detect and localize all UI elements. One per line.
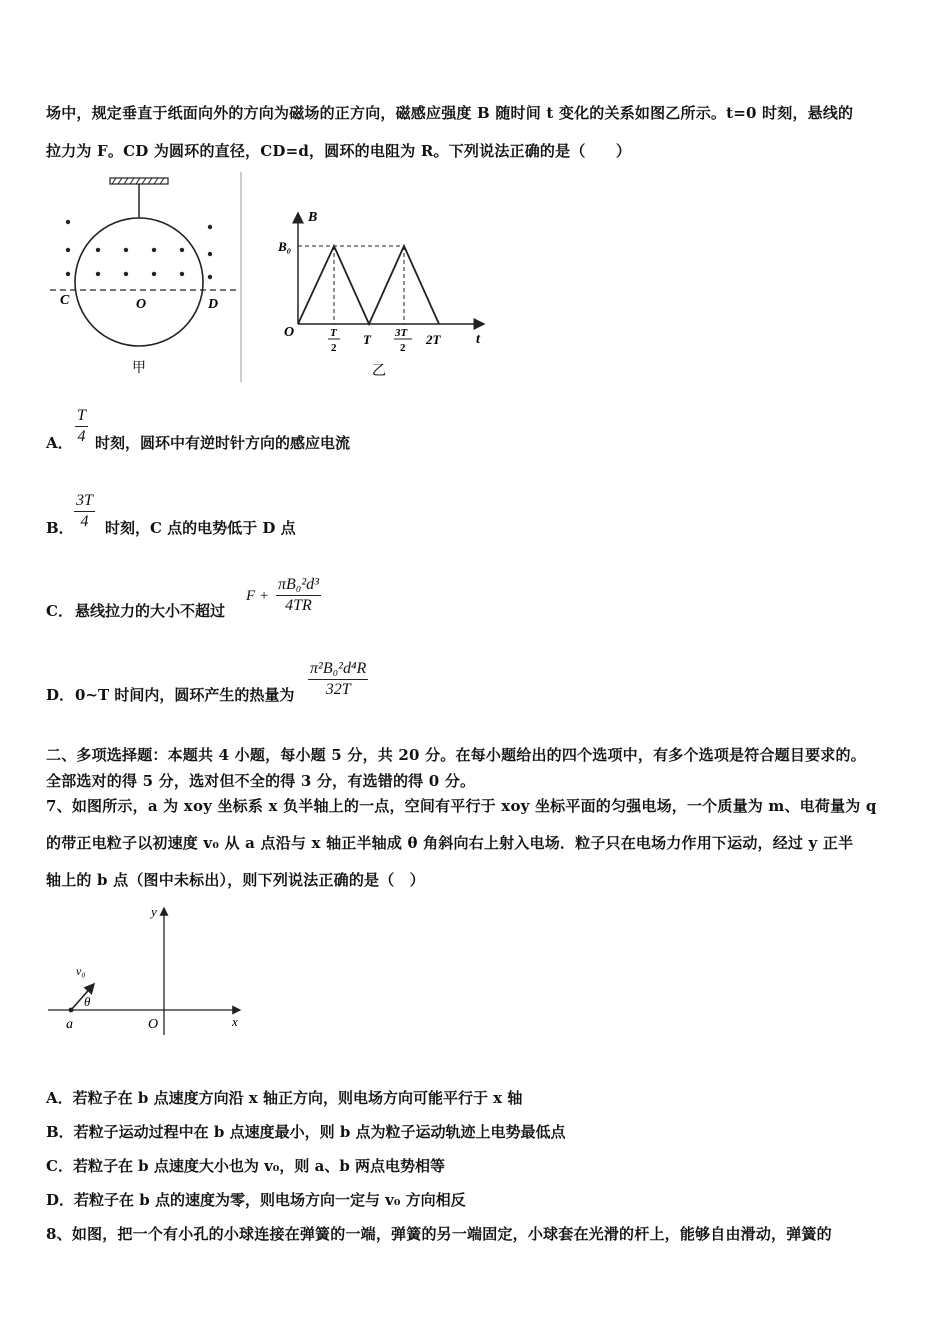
tick-3T2-den: 2: [400, 342, 406, 354]
label-C: C: [60, 293, 70, 308]
q7-option-c: C．若粒子在 b 点速度大小也为 v₀，则 a、b 两点电势相等: [46, 1157, 446, 1175]
figure-jia: [44, 172, 244, 382]
ceiling-support: [110, 178, 168, 184]
tick-T2-num: T: [330, 327, 337, 339]
axis-label-t: t: [476, 332, 480, 347]
q6-option-b-fraction: [74, 492, 95, 531]
q7-option-d: D．若粒子在 b 点的速度为零，则电场方向一定与 v₀ 方向相反: [46, 1191, 466, 1209]
q6-option-d-text: 0~T 时间内，圆环产生的热量为: [75, 686, 295, 704]
frac-denominator: 32T: [325, 681, 351, 698]
label-y: y: [151, 904, 157, 919]
q6-option-b-text: 时刻，C 点的电势低于 D 点: [105, 519, 296, 537]
label-O: O: [148, 1017, 159, 1032]
tick-2T: 2T: [426, 332, 441, 347]
q7-option-a: A．若粒子在 b 点速度方向沿 x 轴正方向，则电场方向可能平行于 x 轴: [46, 1089, 523, 1107]
q6-option-d-fraction: [308, 660, 368, 699]
section2-heading-line-1: 二、多项选择题：本题共 4 小题，每小题 5 分，共 20 分。在每小题给出的四个选项中，有多个选项是符合题目要求的。: [46, 746, 866, 764]
metal-ring: [75, 218, 203, 346]
tick-T2-den: 2: [331, 342, 337, 354]
q7-stem-line-3: 轴上的 b 点（图中未标出），则下列说法正确的是（ ）: [46, 871, 425, 889]
frac-numerator: πB₀²d³: [278, 576, 319, 593]
q7-figure: [44, 900, 254, 1040]
frac-bar: [75, 426, 88, 427]
frac-denominator: 4: [80, 513, 89, 530]
q6-stem-line-1: 场中，规定垂直于纸面向外的方向为磁场的正方向，磁感应强度 B 随时间 t 变化的关系如图乙所示。t=0 时刻，悬线的: [46, 104, 854, 122]
point-a: [69, 1008, 74, 1013]
frac-bar: [276, 595, 321, 596]
label-a: a: [66, 1017, 73, 1032]
frac-numerator: π²B₀²d⁴R: [310, 660, 367, 677]
frac-numerator: 3T: [76, 492, 93, 509]
q6-option-c-text: 悬线拉力的大小不超过: [75, 602, 226, 620]
q6-stem-line-2: 拉力为 F。CD 为圆环的直径，CD=d，圆环的电阻为 R。下列说法正确的是（ ）: [46, 142, 632, 160]
frac-numerator: T: [77, 407, 86, 424]
velocity-vector: [71, 984, 94, 1010]
q6-option-b-label: B．: [46, 519, 74, 537]
section2-heading-line-2: 全部选对的得 5 分，选对但不全的得 3 分，有选错的得 0 分。: [46, 772, 476, 790]
label-x: x: [232, 1014, 238, 1029]
q8-stem-line-1: 8、如图，把一个有小孔的小球连接在弹簧的一端，弹簧的另一端固定，小球套在光滑的杆上，能够自由滑动，弹簧的: [46, 1225, 832, 1243]
q6-option-c-formula-prefix: F +: [246, 588, 270, 604]
label-B0: B₀: [278, 239, 292, 254]
axis-label-B: B: [308, 210, 318, 225]
label-theta: θ: [84, 994, 91, 1009]
q6-option-c-label: C．: [46, 602, 73, 620]
q7-stem-line-1: 7、如图所示，a 为 xoy 坐标系 x 负半轴上的一点，空间有平行于 xoy 坐标平面的匀强电场，一个质量为 m、电荷量为 q: [46, 797, 877, 815]
label-D: D: [208, 297, 219, 312]
q6-option-a-fraction: [75, 407, 88, 446]
frac-denominator: 4: [77, 428, 86, 445]
figure-yi: [278, 205, 498, 383]
caption-jia: 甲: [132, 361, 146, 376]
frac-denominator: 4TR: [285, 597, 312, 614]
frac-bar: [74, 511, 95, 512]
tick-3T2-num: 3T: [395, 327, 408, 339]
tick-T: T: [363, 332, 371, 347]
q6-option-a-label: A．: [46, 434, 73, 452]
magnetic-field-dots: [66, 220, 212, 279]
frac-bar: [308, 679, 368, 680]
label-v0: v₀: [76, 964, 86, 978]
q6-option-a-text: 时刻，圆环中有逆时针方向的感应电流: [95, 434, 351, 452]
q6-option-c-fraction: [276, 576, 321, 615]
q6-option-d-label: D．: [46, 686, 75, 704]
caption-yi: 乙: [372, 364, 386, 379]
q7-stem-line-2: 的带正电粒子以初速度 v₀ 从 a 点沿与 x 轴正半轴成 θ 角斜向右上射入电场．粒子只在电场力作用下运动，经过 y 正半: [46, 834, 854, 852]
origin-label: O: [284, 325, 295, 340]
q7-option-b: B．若粒子运动过程中在 b 点速度最小，则 b 点为粒子运动轨迹上电势最低点: [46, 1123, 566, 1141]
b-t-curve: [298, 246, 439, 324]
label-O: O: [136, 297, 147, 312]
